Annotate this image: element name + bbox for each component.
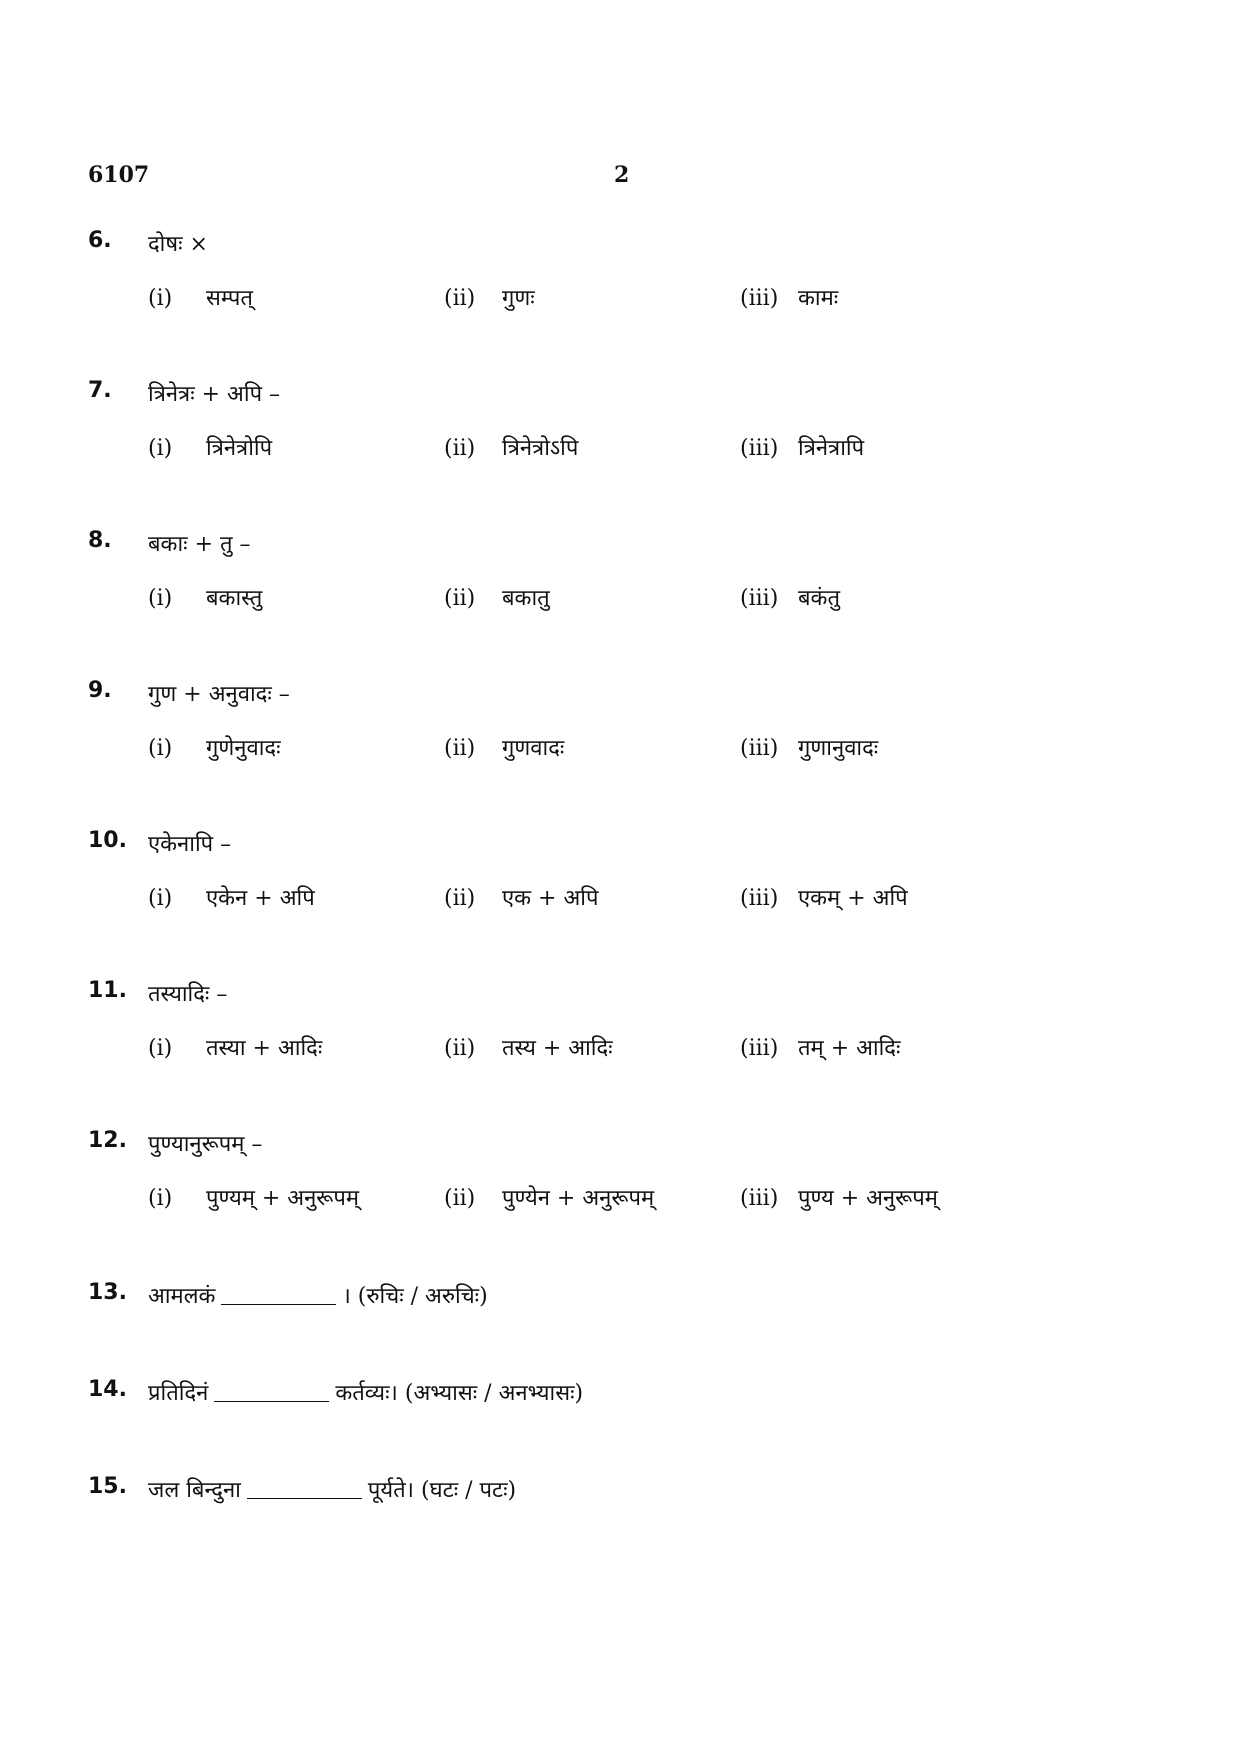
option-iii[interactable]: (iii) पुण्य + अनुरूपम् — [740, 1186, 938, 1211]
options-row — [88, 732, 1152, 772]
option-iii[interactable]: (iii) गुणानुवादः — [740, 736, 879, 761]
question-number: 10. — [88, 828, 127, 853]
question-number: 6. — [88, 228, 112, 253]
question-8 — [88, 528, 1152, 622]
question-13 — [88, 1280, 1152, 1320]
option-ii[interactable]: (ii) त्रिनेत्रोऽपि — [444, 436, 579, 461]
question-stem: बकाः + तु – — [148, 532, 251, 557]
option-ii[interactable]: (ii) गुणवादः — [444, 736, 565, 761]
option-iii[interactable]: (iii) त्रिनेत्रापि — [740, 436, 865, 461]
options-row — [88, 882, 1152, 922]
question-stem: दोषः × — [148, 232, 208, 257]
question-stem: तस्यादिः – — [148, 982, 228, 1007]
option-i[interactable]: (i) बकास्तु — [148, 586, 263, 611]
question-number: 15. — [88, 1474, 127, 1499]
options-row — [88, 582, 1152, 622]
question-number: 13. — [88, 1280, 127, 1305]
text-after-blank: पूर्यते। (घटः / पटः) — [367, 1478, 517, 1503]
question-stem: एकेनापि – — [148, 832, 232, 857]
page-header — [88, 162, 1152, 194]
text-after-blank: । (रुचिः / अरुचिः) — [342, 1284, 488, 1309]
question-number: 11. — [88, 978, 127, 1003]
options-row — [88, 1182, 1152, 1222]
question-stem — [148, 1377, 583, 1407]
question-stem: त्रिनेत्रः + अपि – — [148, 382, 281, 407]
question-11 — [88, 978, 1152, 1072]
page-number: 2 — [614, 162, 630, 188]
option-i[interactable]: (i) गुणेनुवादः — [148, 736, 281, 761]
option-ii[interactable]: (ii) तस्य + आदिः — [444, 1036, 613, 1061]
question-stem: पुण्यानुरूपम् – — [148, 1132, 263, 1157]
question-10 — [88, 828, 1152, 922]
question-12 — [88, 1128, 1152, 1222]
question-stem — [148, 1280, 488, 1310]
option-ii[interactable]: (ii) बकातु — [444, 586, 550, 611]
option-iii[interactable]: (iii) बकंतु — [740, 586, 840, 611]
question-number: 12. — [88, 1128, 127, 1153]
options-row — [88, 432, 1152, 472]
option-iii[interactable]: (iii) एकम् + अपि — [740, 886, 908, 911]
question-stem: गुण + अनुवादः – — [148, 682, 290, 707]
answer-blank[interactable] — [214, 1401, 329, 1402]
question-number: 7. — [88, 378, 112, 403]
option-i[interactable]: (i) पुण्यम् + अनुरूपम् — [148, 1186, 360, 1211]
option-iii[interactable]: (iii) कामः — [740, 286, 839, 311]
text-after-blank: कर्तव्यः। (अभ्यासः / अनभ्यासः) — [335, 1381, 584, 1406]
question-9 — [88, 678, 1152, 772]
text-before-blank: प्रतिदिनं — [148, 1381, 209, 1406]
question-number: 9. — [88, 678, 112, 703]
question-7 — [88, 378, 1152, 472]
option-i[interactable]: (i) तस्या + आदिः — [148, 1036, 323, 1061]
option-iii[interactable]: (iii) तम् + आदिः — [740, 1036, 901, 1061]
options-row — [88, 1032, 1152, 1072]
question-number: 14. — [88, 1377, 127, 1402]
option-ii[interactable]: (ii) गुणः — [444, 286, 535, 311]
question-14 — [88, 1377, 1152, 1417]
option-i[interactable]: (i) एकेन + अपि — [148, 886, 315, 911]
paper-code: 6107 — [88, 162, 150, 188]
text-before-blank: जल बिन्दुना — [148, 1478, 241, 1503]
question-stem — [148, 1474, 516, 1504]
option-ii[interactable]: (ii) पुण्येन + अनुरूपम् — [444, 1186, 655, 1211]
option-i[interactable]: (i) त्रिनेत्रोपि — [148, 436, 273, 461]
option-i[interactable]: (i) सम्पत् — [148, 286, 253, 311]
question-15 — [88, 1474, 1152, 1514]
options-row — [88, 282, 1152, 322]
answer-blank[interactable] — [247, 1498, 362, 1499]
question-6 — [88, 228, 1152, 322]
text-before-blank: आमलकं — [148, 1284, 216, 1309]
option-ii[interactable]: (ii) एक + अपि — [444, 886, 599, 911]
answer-blank[interactable] — [221, 1304, 336, 1305]
question-number: 8. — [88, 528, 112, 553]
